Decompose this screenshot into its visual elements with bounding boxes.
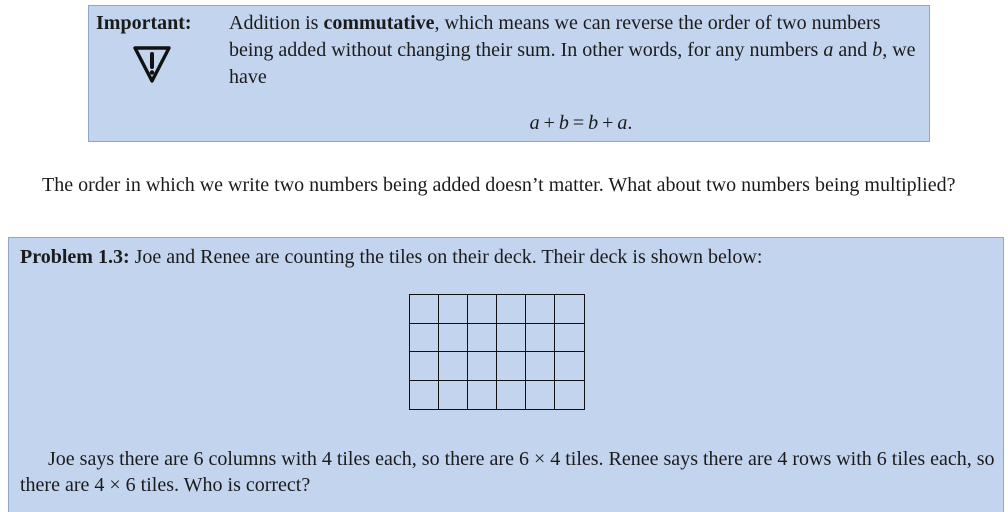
body-paragraph: The order in which we write two numbers being added doesn’t matter. What about two numbers being multiplied?	[42, 174, 956, 196]
deck-tile	[468, 381, 497, 410]
deck-tile	[497, 324, 526, 353]
deck-tile	[497, 352, 526, 381]
deck-tile	[526, 295, 555, 324]
important-text: Addition is commutative, which means we can reverse the order of two numbers being added without changing their sum. In other words, for any numbers a and b, we have	[229, 12, 916, 88]
problem-heading: Problem 1.3: Joe and Renee are counting the tiles on their deck. Their deck is shown below:	[20, 246, 763, 268]
deck-tile	[555, 295, 584, 324]
deck-tile	[439, 324, 468, 353]
deck-tile	[555, 381, 584, 410]
commutative-equation: a + b = b + a.	[529, 112, 633, 134]
problem-box	[8, 237, 1004, 512]
deck-tile	[555, 324, 584, 353]
deck-tile	[410, 324, 439, 353]
deck-tile	[526, 381, 555, 410]
important-box	[88, 5, 930, 142]
deck-tile	[439, 381, 468, 410]
important-label: Important:	[96, 12, 192, 34]
deck-tile	[526, 324, 555, 353]
deck-tile	[497, 295, 526, 324]
deck-tile	[468, 352, 497, 381]
deck-tile	[439, 352, 468, 381]
deck-tile	[555, 352, 584, 381]
deck-tile	[468, 295, 497, 324]
deck-tile	[410, 381, 439, 410]
problem-body-text: Joe says there are 6 columns with 4 tiles each, so there are 6 × 4 tiles. Renee says there are 4 rows with 6 tiles each, so there are 4 × 6 tiles. Who is correct?	[20, 448, 995, 496]
deck-tile	[468, 324, 497, 353]
problem-label: Problem 1.3:	[20, 246, 130, 268]
deck-tile	[439, 295, 468, 324]
deck-tile	[410, 352, 439, 381]
deck-tile	[410, 295, 439, 324]
commutative-term: commutative	[323, 12, 435, 34]
deck-tile	[526, 352, 555, 381]
deck-tile	[497, 381, 526, 410]
warning-triangle-icon	[132, 44, 172, 84]
deck-tile-grid	[409, 294, 585, 410]
